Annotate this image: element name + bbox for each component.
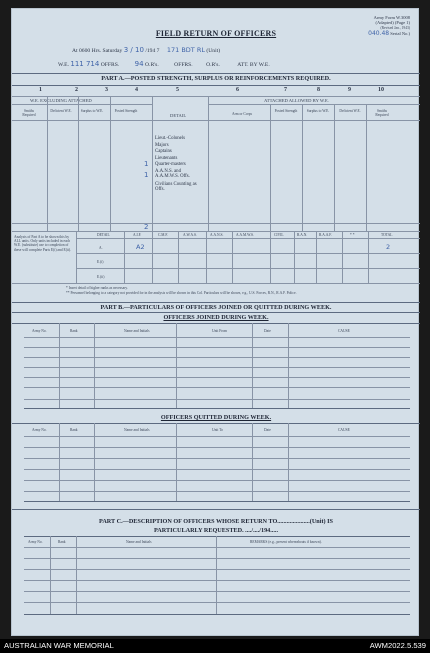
analysis-detail-heading: DETAIL — [97, 233, 110, 237]
col4-posted-strength: Posted Strength — [114, 109, 138, 113]
col10-smiths-required: Smiths Required — [375, 109, 389, 117]
col-num-7: 7 — [284, 87, 287, 93]
col9-deficient: Deficient W.E. — [339, 109, 361, 113]
att-by-we-label: ATT. BY W.E. — [237, 62, 270, 68]
analysis-col-aamws: A.A.M.W.S. — [236, 233, 254, 237]
part-a-top-rule — [12, 73, 420, 74]
quitted-heading: OFFICERS QUITTED DURING WEEK. — [160, 414, 272, 421]
joined-col-cause: CAUSE — [338, 329, 350, 333]
quitted-col-army-no: Army No. — [32, 428, 47, 432]
analysis-aif-value: A2 — [136, 243, 145, 251]
unit-value: 171 BDT RL — [166, 46, 205, 54]
rank-majors: Majors — [155, 142, 169, 148]
we-value: 111 714 — [70, 60, 100, 68]
rank-aamws: A.A.M.W.S. Offs. — [155, 173, 190, 179]
at-time-label: At 0600 Hrs. Saturday — [72, 48, 123, 54]
analysis-col-total: TOTAL — [381, 233, 393, 237]
army-form-number: Army Form W.3008 — [373, 15, 410, 20]
we-offrs-label: OFFRS. — [100, 62, 120, 68]
rank-list — [155, 136, 205, 192]
joined-col-name: Name and Initials — [124, 329, 150, 333]
col-num-9: 9 — [348, 87, 351, 93]
archive-accession-number: AWM2022.5.539 — [369, 641, 426, 650]
col-num-8: 8 — [317, 87, 320, 93]
part-c-col-rank: Rank — [58, 540, 66, 544]
joined-col-date: Date — [264, 329, 271, 333]
joined-heading: OFFICERS JOINED DURING WEEK. — [163, 314, 269, 321]
analysis-col-civil: CIVIL — [274, 233, 284, 237]
part-c-col-remarks: REMARKS (e.g., present whereabouts if known). — [250, 540, 322, 544]
col1-smiths-required: Smiths Required — [22, 109, 36, 117]
total-posted-value: 2 — [144, 223, 149, 231]
col6-arm-or-corps: Arm or Corps — [232, 112, 252, 116]
quitted-col-cause: CAUSE — [338, 428, 350, 432]
col-num-6: 6 — [236, 87, 239, 93]
army-form-revised: (Revised Jan., 1943) — [380, 25, 410, 30]
quitted-col-date: Date — [264, 428, 271, 432]
return-date-line — [72, 46, 220, 54]
analysis-col-aans: A.A.N.S. — [210, 233, 224, 237]
part-a-heading: PART A.—POSTED STRENGTH, SURPLUS OR REINFORCEMENTS REQUIRED. — [101, 75, 331, 82]
we-ors-value: 94 — [134, 60, 144, 68]
col-num-4: 4 — [135, 87, 138, 93]
rank-lieut-colonels: Lieut.-Colonels — [155, 136, 185, 141]
att-offrs-label: OFFRS. — [174, 62, 193, 68]
joined-col-unit-from: Unit From — [212, 329, 228, 333]
analysis-total-value: 2 — [386, 243, 391, 251]
col2-deficient: Deficient W.E. — [50, 109, 72, 113]
joined-col-army-no: Army No. — [32, 329, 47, 333]
lieutenants-posted-value: 1 — [144, 171, 149, 179]
part-c-col-name: Name and Initials — [126, 540, 152, 544]
part-b-top-rule — [12, 302, 420, 303]
col3-surplus: Surplus to W.E. — [80, 109, 104, 113]
part-c-top-rule — [12, 509, 420, 510]
archive-source-label: AUSTRALIAN WAR MEMORIAL — [4, 641, 114, 650]
col-num-2: 2 — [75, 87, 78, 93]
col-num-10: 10 — [378, 87, 384, 93]
col-num-5: 5 — [176, 87, 179, 93]
analysis-col-cmf: C.M.F. — [158, 233, 168, 237]
captains-posted-value: 1 — [144, 160, 149, 168]
analysis-col-ran: R.A.N. — [297, 233, 308, 237]
return-year-label: /194 7 — [145, 48, 160, 54]
detail-heading: DETAIL — [170, 113, 187, 118]
attached-allowed-heading: ATTACHED ALLOWED BY W.E. — [264, 98, 329, 103]
rank-civilians: Civilians Counting as Offs. — [155, 181, 197, 193]
unit-label: (Unit) — [206, 48, 221, 54]
establishment-line — [58, 60, 270, 68]
part-c-heading-line1: PART C.—DESCRIPTION OF OFFICERS WHOSE RETURN TO.....................(Unit) IS — [99, 518, 333, 525]
archive-caption-bar — [0, 639, 430, 653]
army-form-adapted: (Adapted) (Page 1) — [375, 20, 410, 26]
col-num-3: 3 — [105, 87, 108, 93]
part-c-heading-line2: PARTICULARLY REQUESTED. ..../..../194..... — [153, 527, 278, 534]
field-return-form — [11, 8, 419, 636]
analysis-row-e2: E.(ii) — [97, 275, 105, 279]
quitted-col-name: Name and Initials — [124, 428, 150, 432]
quitted-col-rank: Rank — [70, 428, 78, 432]
footnote-other-category: ** Personnel belonging to a category not provided for in the analysis will be shown in this Col. Particulars will be shown, e.g., U.S. Forces, R.N., R.A.F. Police. — [66, 291, 297, 295]
we-label: W.E. — [58, 62, 69, 68]
rank-lieutenants: Lieutenants — [155, 155, 178, 161]
part-b-heading: PART B.—PARTICULARS OF OFFICERS JOINED OR QUITTED DURING WEEK. — [100, 304, 332, 311]
rank-aans: A.A.N.S. and — [155, 168, 181, 174]
quitted-col-unit-to: Unit To — [212, 428, 223, 432]
part-a-heading-rule — [12, 85, 420, 86]
analysis-note: Analysis of Part A to be shown this by ALL units. Only units included in each W.E. (substitute) use to completion of these will complete Parts E(i) and E(ii). — [14, 235, 71, 252]
return-date-value: 3 / 10 — [123, 46, 144, 54]
serial-number-value: 040.48 — [368, 30, 390, 38]
we-excluding-attached-heading: W.E. EXCLUDING ATTACHED — [30, 98, 92, 103]
analysis-col-aif: A.I.F. — [133, 233, 142, 237]
joined-col-rank: Rank — [70, 329, 78, 333]
analysis-row-e1: E.(i) — [97, 260, 104, 264]
analysis-col-other: * * — [350, 233, 355, 237]
col8-surplus: Surplus to W.E. — [306, 109, 330, 113]
col-num-1: 1 — [39, 87, 42, 93]
analysis-col-awas: A.W.A.S. — [183, 233, 197, 237]
analysis-row-a: A. — [99, 246, 103, 250]
rank-captains: Captains — [155, 149, 172, 155]
col7-posted-strength: Posted Strength — [274, 109, 298, 113]
serial-number-label: Serial No.) — [390, 31, 410, 37]
att-ors-label: O.R's. — [206, 62, 220, 68]
footnote-higher-ranks: * Insert detail of higher ranks as necessary. — [66, 286, 128, 290]
we-ors-label: O.R's. — [145, 62, 159, 68]
part-c-col-army-no: Army No. — [28, 540, 43, 544]
form-title: FIELD RETURN OF OFFICERS — [155, 29, 277, 38]
rank-quarter-masters: Quarter-masters — [155, 162, 186, 168]
analysis-col-raaf: R.A.A.F. — [319, 233, 332, 237]
